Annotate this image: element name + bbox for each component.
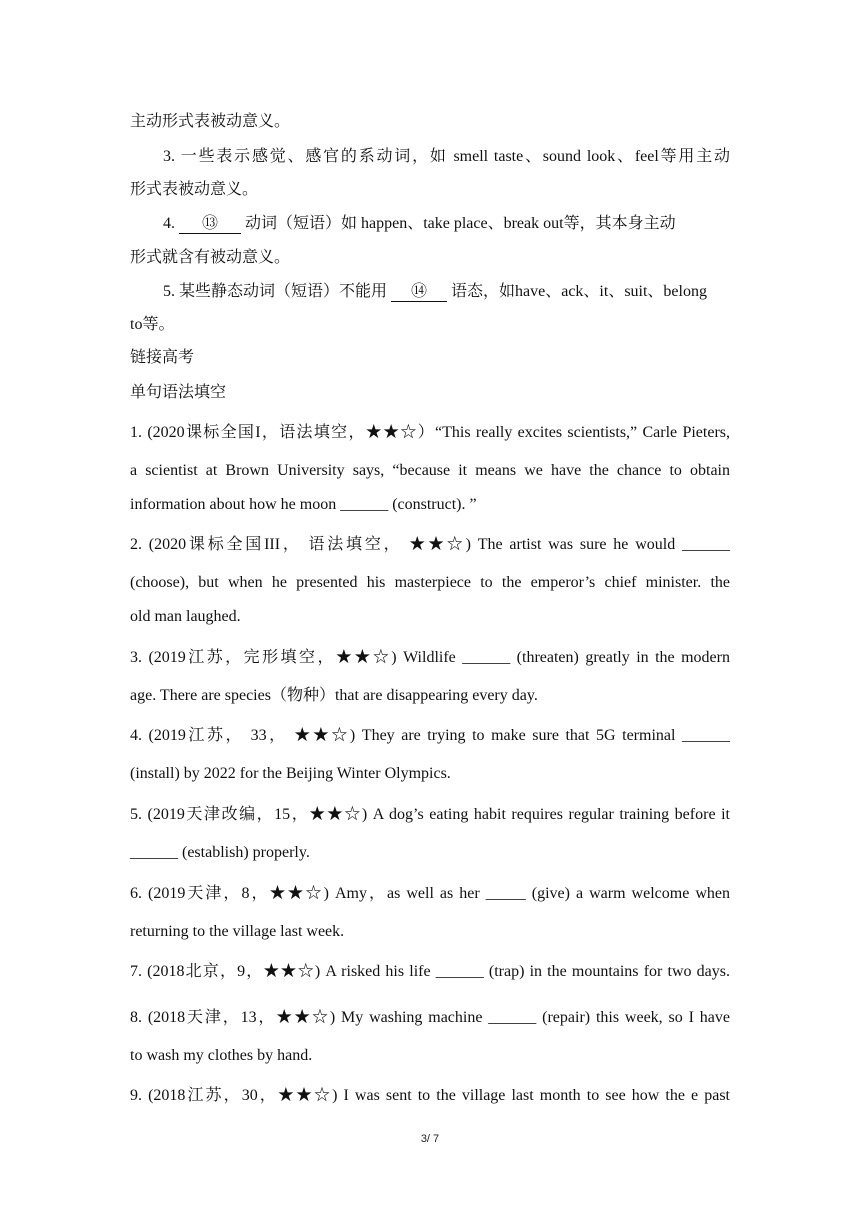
page-number: 3/ 7 <box>420 1133 440 1145</box>
question-1-line: information about how he moon ______ (construct). ” <box>130 496 477 513</box>
question-2-line: old man laughed. <box>130 608 241 625</box>
question-4-line: (install) by 2022 for the Beijing Winter Olympics. <box>130 765 451 782</box>
item-text: 5. 某些静态动词（短语）不能用 <box>163 283 392 300</box>
answer-blank-13[interactable]: ⑬ <box>179 215 241 234</box>
question-1-line: a scientist at Brown University says, “because it means we have the chance to obtain <box>130 462 730 479</box>
question-8-line: to wash my clothes by hand. <box>130 1047 313 1064</box>
question-7-line: 7. (2018北京，9，★★☆) A risked his life ______ (trap) in the mountains for two days. <box>130 963 730 980</box>
question-5-line: ______ (establish) properly. <box>130 844 310 861</box>
question-3-line: age. There are species（物种）that are disappearing every day. <box>130 687 538 704</box>
text-line: 形式就含有被动意义。 <box>130 249 291 266</box>
text-line: to等。 <box>130 316 175 333</box>
question-5-line: 5. (2019天津改编，15，★★☆) A dog’s eating habit requires regular training before it <box>130 806 730 823</box>
line-text: 动词（短语）如 happen、take place、break out等，其本身主动 <box>241 215 676 232</box>
question-2-line: 2. (2020课标全国III， 语法填空， ★★☆) The artist was sure he would ______ <box>130 536 730 553</box>
question-4-line: 4. (2019江苏， 33， ★★☆) They are trying to make sure that 5G terminal ______ <box>130 727 730 744</box>
section-heading: 链接高考 <box>130 349 195 366</box>
item-number: 4. <box>163 215 179 232</box>
question-1-line: 1. (2020课标全国I，语法填空，★★☆）“This really excites scientists,” Carle Pieters, <box>130 424 730 441</box>
question-3-line: 3. (2019江苏，完形填空，★★☆) Wildlife ______ (threaten) greatly in the modern <box>130 649 730 666</box>
text-line: 形式表被动意义。 <box>130 181 259 198</box>
question-6-line: 6. (2019天津，8，★★☆) Amy，as well as her _____ (give) a warm welcome when <box>130 885 730 902</box>
text-line: 主动形式表被动意义。 <box>130 113 291 130</box>
question-9-line: 9. (2018江苏，30，★★☆) I was sent to the village last month to see how the e past <box>130 1087 730 1104</box>
text-line <box>163 214 730 234</box>
question-6-line: returning to the village last week. <box>130 923 345 940</box>
line-text: 语态，如have、ack、it、suit、belong <box>447 283 707 300</box>
question-8-line: 8. (2018天津，13，★★☆) My washing machine ______ (repair) this week, so I have <box>130 1009 730 1026</box>
question-2-line: (choose), but when he presented his masterpiece to the emperor’s chief minister. the <box>130 574 730 591</box>
section-heading: 单句语法填空 <box>130 384 227 401</box>
text-line: 3. 一些表示感觉、感官的系动词，如 smell taste、sound look、feel等用主动 <box>163 148 730 165</box>
answer-blank-14[interactable]: ⑭ <box>391 283 447 302</box>
text-line <box>163 282 730 302</box>
